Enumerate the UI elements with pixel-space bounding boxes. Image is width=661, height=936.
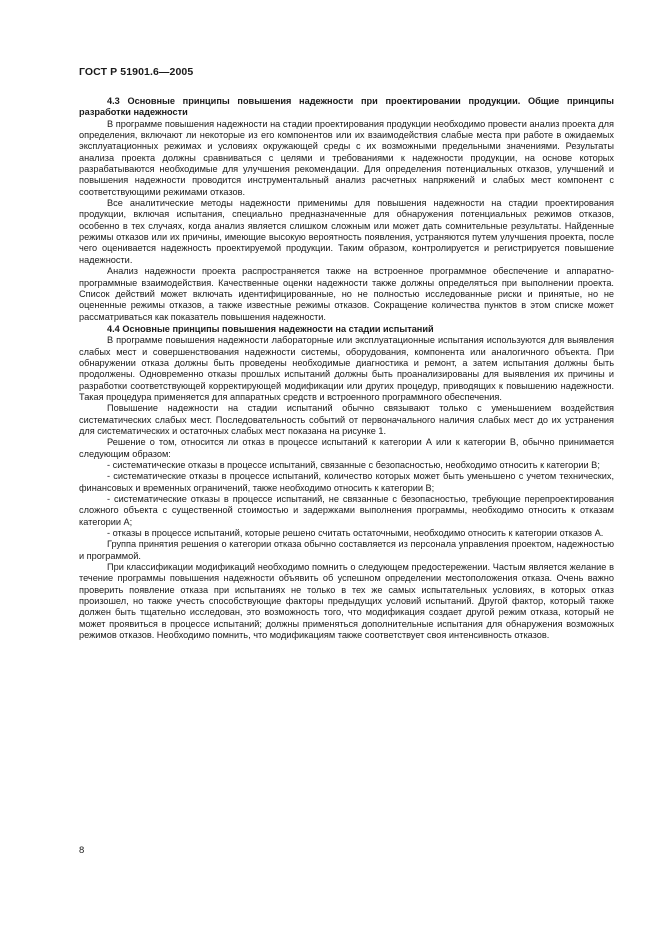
section-heading-4-3: 4.3 Основные принципы повышения надежности при проектировании продукции. Общие принципы разработки надежности	[79, 96, 614, 118]
paragraph: Группа принятия решения о категории отказа обычно составляется из персонала управления проектом, надежностью и программой.	[79, 539, 614, 561]
document-body	[79, 96, 614, 642]
list-item: - систематические отказы в процессе испытаний, не связанные с безопасностью, требующие перепроектирования сложного объекта с существенной стоимостью и задержками выполнения программы, необходимо относить к отказам категории А;	[79, 494, 614, 527]
paragraph: В программе повышения надежности лабораторные или эксплуатационные испытания используются для выявления слабых мест и совершенствования надежности системы, оборудования, компонента или аналогичного объекта. При обнаружении отказа должны быть проведены необходимые диагностика и ремонт, а затем испытания должны быть продолжены. Одновременно отказы прошлых испытаний должны быть проанализированы для выявления их причины и разработки соответствующей корректирующей модификации или других процедур, приводящих к повышению надежности. Такая процедура применяется для аппаратных средств и встроенного программного обеспечения.	[79, 335, 614, 402]
section-heading-4-4: 4.4 Основные принципы повышения надежности на стадии испытаний	[107, 323, 434, 334]
paragraph: Анализ надежности проекта распространяется также на встроенное программное обеспечение и аппаратно-программные взаимодействия. Качественные оценки надежности также должны определяться при выполнении проекта. Список действий может включать идентифицированные, но не полностью исследованные риски и принятые, но не оцененные режимы отказов, а также известные режимы отказов. Сокращение количества пунктов в этом списке может рассматриваться как показатель повышения надежности.	[79, 266, 614, 322]
document-id-header: ГОСТ Р 51901.6—2005	[79, 66, 194, 78]
list-item: - систематические отказы в процессе испытаний, количество которых может быть уменьшено с учетом технических, финансовых и временных ограничений, также необходимо относить к категории В;	[79, 471, 614, 493]
paragraph: При классификации модификаций необходимо помнить о следующем предостережении. Частым является желание в течение программы повышения надежности объявить об успешном определении местоположения отказа. Очень важно проверить появление отказа при испытаниях не только в тех же самых испытательных условиях, в которых отказ произошел, но также учесть способствующие факторы предыдущих условий испытаний. Другой фактор, который также должен быть тщательно исследован, это возможность того, что модификация создает другой режим отказа, который не может проявиться в процессе испытаний; должны применяться дополнительные испытания для обнаружения возможных режимов отказов. Необходимо помнить, что модификациям также соответствует своя интенсивность отказов.	[79, 562, 614, 641]
paragraph: Решение о том, относится ли отказ в процессе испытаний к категории А или к категории В, обычно принимается следующим образом:	[79, 437, 614, 459]
paragraph: Все аналитические методы надежности применимы для повышения надежности на стадии проектирования продукции, включая испытания, специально предназначенные для обнаружения потенциальных режимов отказов, особенно в тех случаях, когда анализ является слишком сложным или может дать сомнительные результаты. Найденные режимы отказов или их причины, имеющие высокую вероятность появления, устраняются путем улучшения проекта, после чего оценивается надежность проектируемой продукции. Таким образом, контролируется и регистрируется повышение надежности.	[79, 198, 614, 265]
list-item: - отказы в процессе испытаний, которые решено считать остаточными, необходимо относить к категории отказов А.	[107, 528, 604, 539]
page-number: 8	[79, 845, 85, 856]
paragraph: В программе повышения надежности на стадии проектирования продукции необходимо провести анализ проекта для определения, включают ли некоторые из его компонентов или их взаимодействия слабые места при работе в ожидаемых эксплуатационных режимах и условиях окружающей среды с их возможными предельными значениями. Результаты анализа проекта должны сравниваться с целями и требованиями к надежности продукции, на основе которых разрабатываются необходимые для улучшения рекомендации. Для определения потенциальных отказов, улучшений и повышения надежности проводится инструментальный анализ расчетных напряжений и слабых мест компонент с соответствующими режимами отказов.	[79, 118, 614, 197]
paragraph: Повышение надежности на стадии испытаний обычно связывают только с уменьшением воздействия систематических слабых мест. Последовательность событий от первоначального наличия слабых мест до их устранения для систематических и остаточных слабых мест показана на рисунке 1.	[79, 403, 614, 436]
list-item: - систематические отказы в процессе испытаний, связанные с безопасностью, необходимо относить к категории В;	[107, 460, 600, 470]
